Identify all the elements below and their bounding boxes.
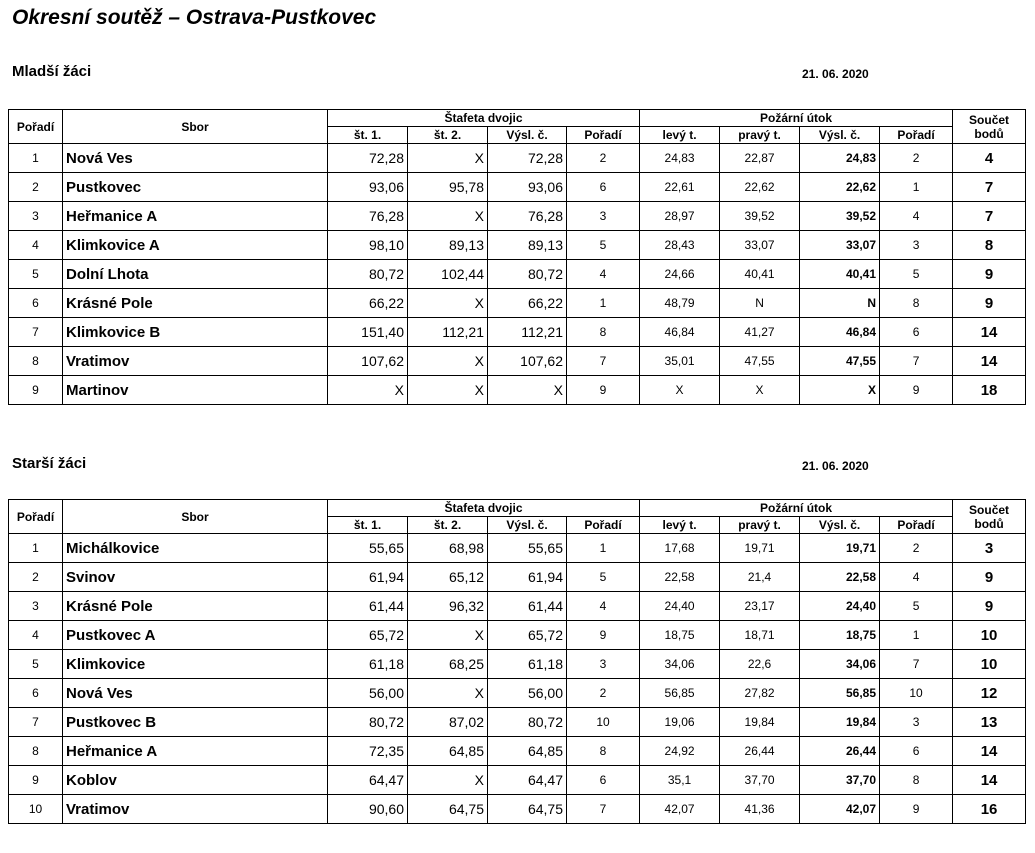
attack-result-cell: 47,55 bbox=[800, 347, 880, 376]
team-name-cell: Heřmanice A bbox=[63, 202, 328, 231]
table-row bbox=[9, 650, 1026, 679]
results-table-starsi bbox=[8, 499, 1026, 824]
relay-rank-cell: 3 bbox=[567, 202, 640, 231]
table-row bbox=[9, 144, 1026, 173]
rank-cell: 5 bbox=[9, 650, 63, 679]
relay-run2-cell: X bbox=[408, 202, 488, 231]
table-body-mladsi bbox=[9, 144, 1026, 405]
team-name-cell: Pustkovec bbox=[63, 173, 328, 202]
relay-run2-cell: 68,98 bbox=[408, 534, 488, 563]
relay-result-cell: 55,65 bbox=[488, 534, 567, 563]
attack-rank-cell: 3 bbox=[880, 231, 953, 260]
total-points-cell: 12 bbox=[953, 679, 1026, 708]
table-row bbox=[9, 563, 1026, 592]
relay-result-cell: 76,28 bbox=[488, 202, 567, 231]
attack-rank-cell: 8 bbox=[880, 289, 953, 318]
table-row bbox=[9, 708, 1026, 737]
relay-result-cell: 65,72 bbox=[488, 621, 567, 650]
table-row bbox=[9, 534, 1026, 563]
relay-rank-cell: 2 bbox=[567, 679, 640, 708]
attack-right-cell: 40,41 bbox=[720, 260, 800, 289]
relay-run2-cell: 102,44 bbox=[408, 260, 488, 289]
rank-cell: 4 bbox=[9, 621, 63, 650]
relay-rank-cell: 7 bbox=[567, 795, 640, 824]
attack-rank-cell: 7 bbox=[880, 650, 953, 679]
relay-rank-cell: 4 bbox=[567, 260, 640, 289]
relay-rank-cell: 7 bbox=[567, 347, 640, 376]
header-bodu-label: bodů bbox=[974, 516, 1004, 531]
relay-result-cell: 64,47 bbox=[488, 766, 567, 795]
attack-right-cell: N bbox=[720, 289, 800, 318]
attack-result-cell: 39,52 bbox=[800, 202, 880, 231]
relay-run2-cell: X bbox=[408, 144, 488, 173]
header-st2: št. 2. bbox=[408, 127, 488, 144]
relay-run2-cell: 65,12 bbox=[408, 563, 488, 592]
attack-result-cell: 40,41 bbox=[800, 260, 880, 289]
rank-cell: 1 bbox=[9, 534, 63, 563]
date-starsi: 21. 06. 2020 bbox=[802, 459, 869, 473]
header-poradi: Pořadí bbox=[9, 110, 63, 144]
rank-cell: 2 bbox=[9, 173, 63, 202]
relay-rank-cell: 8 bbox=[567, 737, 640, 766]
relay-result-cell: 93,06 bbox=[488, 173, 567, 202]
attack-rank-cell: 4 bbox=[880, 202, 953, 231]
relay-run1-cell: 107,62 bbox=[328, 347, 408, 376]
rank-cell: 2 bbox=[9, 563, 63, 592]
table-row bbox=[9, 766, 1026, 795]
rank-cell: 5 bbox=[9, 260, 63, 289]
rank-cell: 6 bbox=[9, 289, 63, 318]
team-name-cell: Klimkovice bbox=[63, 650, 328, 679]
relay-result-cell: 61,18 bbox=[488, 650, 567, 679]
rank-cell: 9 bbox=[9, 766, 63, 795]
attack-left-cell: 42,07 bbox=[640, 795, 720, 824]
attack-rank-cell: 10 bbox=[880, 679, 953, 708]
relay-result-cell: 80,72 bbox=[488, 708, 567, 737]
attack-left-cell: 35,01 bbox=[640, 347, 720, 376]
relay-run1-cell: X bbox=[328, 376, 408, 405]
header-sbor: Sbor bbox=[63, 110, 328, 144]
relay-result-cell: 72,28 bbox=[488, 144, 567, 173]
attack-right-cell: 18,71 bbox=[720, 621, 800, 650]
results-table-mladsi bbox=[8, 109, 1026, 405]
attack-right-cell: 41,36 bbox=[720, 795, 800, 824]
attack-rank-cell: 9 bbox=[880, 795, 953, 824]
attack-result-cell: 24,83 bbox=[800, 144, 880, 173]
rank-cell: 7 bbox=[9, 318, 63, 347]
relay-result-cell: 66,22 bbox=[488, 289, 567, 318]
table-body-starsi bbox=[9, 534, 1026, 824]
relay-run2-cell: X bbox=[408, 621, 488, 650]
relay-run1-cell: 64,47 bbox=[328, 766, 408, 795]
header-poradi: Pořadí bbox=[9, 500, 63, 534]
header-stafeta-poradi: Pořadí bbox=[567, 517, 640, 534]
total-points-cell: 3 bbox=[953, 534, 1026, 563]
table-row bbox=[9, 592, 1026, 621]
header-soucet bbox=[953, 500, 1026, 534]
attack-left-cell: 22,58 bbox=[640, 563, 720, 592]
total-points-cell: 9 bbox=[953, 592, 1026, 621]
relay-run1-cell: 76,28 bbox=[328, 202, 408, 231]
relay-rank-cell: 3 bbox=[567, 650, 640, 679]
relay-run1-cell: 151,40 bbox=[328, 318, 408, 347]
relay-run2-cell: 96,32 bbox=[408, 592, 488, 621]
attack-right-cell: 26,44 bbox=[720, 737, 800, 766]
header-stafeta-vysl: Výsl. č. bbox=[488, 127, 567, 144]
header-soucet bbox=[953, 110, 1026, 144]
attack-result-cell: 26,44 bbox=[800, 737, 880, 766]
attack-left-cell: 24,83 bbox=[640, 144, 720, 173]
header-st2: št. 2. bbox=[408, 517, 488, 534]
header-stafeta: Štafeta dvojic bbox=[328, 110, 640, 127]
attack-result-cell: 37,70 bbox=[800, 766, 880, 795]
total-points-cell: 18 bbox=[953, 376, 1026, 405]
rank-cell: 8 bbox=[9, 347, 63, 376]
relay-rank-cell: 2 bbox=[567, 144, 640, 173]
relay-run1-cell: 55,65 bbox=[328, 534, 408, 563]
relay-run1-cell: 80,72 bbox=[328, 260, 408, 289]
attack-result-cell: 24,40 bbox=[800, 592, 880, 621]
table-row bbox=[9, 795, 1026, 824]
team-name-cell: Martinov bbox=[63, 376, 328, 405]
relay-run1-cell: 61,94 bbox=[328, 563, 408, 592]
header-stafeta-poradi: Pořadí bbox=[567, 127, 640, 144]
relay-rank-cell: 8 bbox=[567, 318, 640, 347]
total-points-cell: 14 bbox=[953, 766, 1026, 795]
category-title-starsi: Starší žáci bbox=[12, 455, 87, 472]
attack-rank-cell: 9 bbox=[880, 376, 953, 405]
attack-result-cell: 34,06 bbox=[800, 650, 880, 679]
header-utok-vysl: Výsl. č. bbox=[800, 517, 880, 534]
relay-rank-cell: 6 bbox=[567, 766, 640, 795]
attack-result-cell: 18,75 bbox=[800, 621, 880, 650]
relay-rank-cell: 5 bbox=[567, 563, 640, 592]
attack-left-cell: 56,85 bbox=[640, 679, 720, 708]
relay-run2-cell: X bbox=[408, 679, 488, 708]
attack-right-cell: 19,71 bbox=[720, 534, 800, 563]
table-row bbox=[9, 347, 1026, 376]
total-points-cell: 13 bbox=[953, 708, 1026, 737]
relay-run2-cell: X bbox=[408, 376, 488, 405]
team-name-cell: Heřmanice A bbox=[63, 737, 328, 766]
relay-rank-cell: 9 bbox=[567, 376, 640, 405]
attack-left-cell: 48,79 bbox=[640, 289, 720, 318]
relay-run1-cell: 98,10 bbox=[328, 231, 408, 260]
rank-cell: 3 bbox=[9, 592, 63, 621]
team-name-cell: Klimkovice A bbox=[63, 231, 328, 260]
attack-rank-cell: 7 bbox=[880, 347, 953, 376]
attack-result-cell: 19,84 bbox=[800, 708, 880, 737]
attack-left-cell: 46,84 bbox=[640, 318, 720, 347]
attack-rank-cell: 5 bbox=[880, 592, 953, 621]
attack-right-cell: 41,27 bbox=[720, 318, 800, 347]
team-name-cell: Pustkovec A bbox=[63, 621, 328, 650]
attack-rank-cell: 6 bbox=[880, 737, 953, 766]
attack-left-cell: 24,66 bbox=[640, 260, 720, 289]
relay-result-cell: 80,72 bbox=[488, 260, 567, 289]
header-utok-poradi: Pořadí bbox=[880, 517, 953, 534]
attack-rank-cell: 4 bbox=[880, 563, 953, 592]
relay-result-cell: 61,44 bbox=[488, 592, 567, 621]
rank-cell: 3 bbox=[9, 202, 63, 231]
header-stafeta-vysl: Výsl. č. bbox=[488, 517, 567, 534]
relay-result-cell: 107,62 bbox=[488, 347, 567, 376]
table-row bbox=[9, 737, 1026, 766]
attack-result-cell: N bbox=[800, 289, 880, 318]
header-levy: levý t. bbox=[640, 517, 720, 534]
relay-rank-cell: 9 bbox=[567, 621, 640, 650]
attack-left-cell: 18,75 bbox=[640, 621, 720, 650]
total-points-cell: 10 bbox=[953, 650, 1026, 679]
attack-left-cell: X bbox=[640, 376, 720, 405]
relay-result-cell: 112,21 bbox=[488, 318, 567, 347]
attack-rank-cell: 6 bbox=[880, 318, 953, 347]
relay-run2-cell: 87,02 bbox=[408, 708, 488, 737]
attack-right-cell: 23,17 bbox=[720, 592, 800, 621]
relay-run1-cell: 61,18 bbox=[328, 650, 408, 679]
relay-run1-cell: 56,00 bbox=[328, 679, 408, 708]
attack-right-cell: 22,62 bbox=[720, 173, 800, 202]
relay-rank-cell: 10 bbox=[567, 708, 640, 737]
attack-left-cell: 22,61 bbox=[640, 173, 720, 202]
relay-result-cell: X bbox=[488, 376, 567, 405]
relay-rank-cell: 4 bbox=[567, 592, 640, 621]
attack-left-cell: 34,06 bbox=[640, 650, 720, 679]
total-points-cell: 9 bbox=[953, 563, 1026, 592]
attack-rank-cell: 1 bbox=[880, 621, 953, 650]
header-soucet-label: Součet bbox=[969, 502, 1010, 517]
header-utok: Požární útok bbox=[640, 500, 953, 517]
relay-run2-cell: 89,13 bbox=[408, 231, 488, 260]
table-row bbox=[9, 202, 1026, 231]
rank-cell: 6 bbox=[9, 679, 63, 708]
rank-cell: 9 bbox=[9, 376, 63, 405]
relay-run1-cell: 61,44 bbox=[328, 592, 408, 621]
attack-rank-cell: 1 bbox=[880, 173, 953, 202]
header-utok: Požární útok bbox=[640, 110, 953, 127]
team-name-cell: Klimkovice B bbox=[63, 318, 328, 347]
header-bodu-label: bodů bbox=[974, 126, 1004, 141]
team-name-cell: Michálkovice bbox=[63, 534, 328, 563]
relay-run1-cell: 72,28 bbox=[328, 144, 408, 173]
attack-right-cell: 22,87 bbox=[720, 144, 800, 173]
attack-result-cell: 46,84 bbox=[800, 318, 880, 347]
page-title: Okresní soutěž – Ostrava-Pustkovec bbox=[12, 6, 377, 29]
team-name-cell: Krásné Pole bbox=[63, 592, 328, 621]
attack-left-cell: 24,92 bbox=[640, 737, 720, 766]
relay-rank-cell: 1 bbox=[567, 534, 640, 563]
relay-result-cell: 61,94 bbox=[488, 563, 567, 592]
attack-right-cell: 39,52 bbox=[720, 202, 800, 231]
attack-right-cell: 21,4 bbox=[720, 563, 800, 592]
table-row bbox=[9, 679, 1026, 708]
team-name-cell: Nová Ves bbox=[63, 679, 328, 708]
attack-result-cell: 19,71 bbox=[800, 534, 880, 563]
attack-left-cell: 35,1 bbox=[640, 766, 720, 795]
rank-cell: 8 bbox=[9, 737, 63, 766]
header-st1: št. 1. bbox=[328, 127, 408, 144]
team-name-cell: Pustkovec B bbox=[63, 708, 328, 737]
relay-run2-cell: X bbox=[408, 347, 488, 376]
attack-result-cell: 33,07 bbox=[800, 231, 880, 260]
rank-cell: 1 bbox=[9, 144, 63, 173]
rank-cell: 4 bbox=[9, 231, 63, 260]
total-points-cell: 10 bbox=[953, 621, 1026, 650]
relay-run2-cell: 64,75 bbox=[408, 795, 488, 824]
category-title-mladsi: Mladší žáci bbox=[12, 63, 92, 80]
attack-right-cell: 27,82 bbox=[720, 679, 800, 708]
header-soucet-label: Součet bbox=[969, 112, 1010, 127]
table-row bbox=[9, 289, 1026, 318]
team-name-cell: Dolní Lhota bbox=[63, 260, 328, 289]
header-pravy: pravý t. bbox=[720, 517, 800, 534]
header-stafeta: Štafeta dvojic bbox=[328, 500, 640, 517]
attack-left-cell: 17,68 bbox=[640, 534, 720, 563]
relay-run1-cell: 72,35 bbox=[328, 737, 408, 766]
total-points-cell: 16 bbox=[953, 795, 1026, 824]
team-name-cell: Koblov bbox=[63, 766, 328, 795]
team-name-cell: Vratimov bbox=[63, 795, 328, 824]
rank-cell: 7 bbox=[9, 708, 63, 737]
header-st1: št. 1. bbox=[328, 517, 408, 534]
attack-result-cell: 56,85 bbox=[800, 679, 880, 708]
table-row bbox=[9, 376, 1026, 405]
attack-left-cell: 28,97 bbox=[640, 202, 720, 231]
header-sbor: Sbor bbox=[63, 500, 328, 534]
relay-rank-cell: 6 bbox=[567, 173, 640, 202]
relay-run2-cell: 112,21 bbox=[408, 318, 488, 347]
attack-rank-cell: 5 bbox=[880, 260, 953, 289]
attack-rank-cell: 2 bbox=[880, 534, 953, 563]
attack-right-cell: 33,07 bbox=[720, 231, 800, 260]
attack-result-cell: X bbox=[800, 376, 880, 405]
team-name-cell: Nová Ves bbox=[63, 144, 328, 173]
relay-result-cell: 89,13 bbox=[488, 231, 567, 260]
attack-left-cell: 28,43 bbox=[640, 231, 720, 260]
attack-result-cell: 22,58 bbox=[800, 563, 880, 592]
total-points-cell: 4 bbox=[953, 144, 1026, 173]
relay-result-cell: 64,85 bbox=[488, 737, 567, 766]
relay-result-cell: 56,00 bbox=[488, 679, 567, 708]
header-utok-poradi: Pořadí bbox=[880, 127, 953, 144]
table-row bbox=[9, 318, 1026, 347]
table-row bbox=[9, 231, 1026, 260]
rank-cell: 10 bbox=[9, 795, 63, 824]
relay-result-cell: 64,75 bbox=[488, 795, 567, 824]
attack-result-cell: 22,62 bbox=[800, 173, 880, 202]
table-row bbox=[9, 173, 1026, 202]
team-name-cell: Krásné Pole bbox=[63, 289, 328, 318]
relay-run2-cell: X bbox=[408, 766, 488, 795]
total-points-cell: 8 bbox=[953, 231, 1026, 260]
attack-left-cell: 19,06 bbox=[640, 708, 720, 737]
team-name-cell: Vratimov bbox=[63, 347, 328, 376]
relay-rank-cell: 1 bbox=[567, 289, 640, 318]
table-row bbox=[9, 260, 1026, 289]
attack-rank-cell: 2 bbox=[880, 144, 953, 173]
total-points-cell: 9 bbox=[953, 260, 1026, 289]
attack-right-cell: 22,6 bbox=[720, 650, 800, 679]
relay-run2-cell: 68,25 bbox=[408, 650, 488, 679]
relay-run2-cell: X bbox=[408, 289, 488, 318]
attack-right-cell: 37,70 bbox=[720, 766, 800, 795]
relay-run1-cell: 66,22 bbox=[328, 289, 408, 318]
attack-right-cell: 47,55 bbox=[720, 347, 800, 376]
total-points-cell: 7 bbox=[953, 173, 1026, 202]
total-points-cell: 9 bbox=[953, 289, 1026, 318]
table-row bbox=[9, 621, 1026, 650]
team-name-cell: Svinov bbox=[63, 563, 328, 592]
header-levy: levý t. bbox=[640, 127, 720, 144]
relay-run2-cell: 64,85 bbox=[408, 737, 488, 766]
attack-rank-cell: 8 bbox=[880, 766, 953, 795]
total-points-cell: 14 bbox=[953, 347, 1026, 376]
total-points-cell: 14 bbox=[953, 318, 1026, 347]
relay-run1-cell: 80,72 bbox=[328, 708, 408, 737]
relay-run1-cell: 90,60 bbox=[328, 795, 408, 824]
relay-run1-cell: 93,06 bbox=[328, 173, 408, 202]
attack-result-cell: 42,07 bbox=[800, 795, 880, 824]
date-mladsi: 21. 06. 2020 bbox=[802, 67, 869, 81]
relay-rank-cell: 5 bbox=[567, 231, 640, 260]
relay-run1-cell: 65,72 bbox=[328, 621, 408, 650]
header-utok-vysl: Výsl. č. bbox=[800, 127, 880, 144]
total-points-cell: 14 bbox=[953, 737, 1026, 766]
attack-left-cell: 24,40 bbox=[640, 592, 720, 621]
attack-right-cell: X bbox=[720, 376, 800, 405]
relay-run2-cell: 95,78 bbox=[408, 173, 488, 202]
total-points-cell: 7 bbox=[953, 202, 1026, 231]
attack-right-cell: 19,84 bbox=[720, 708, 800, 737]
header-pravy: pravý t. bbox=[720, 127, 800, 144]
attack-rank-cell: 3 bbox=[880, 708, 953, 737]
